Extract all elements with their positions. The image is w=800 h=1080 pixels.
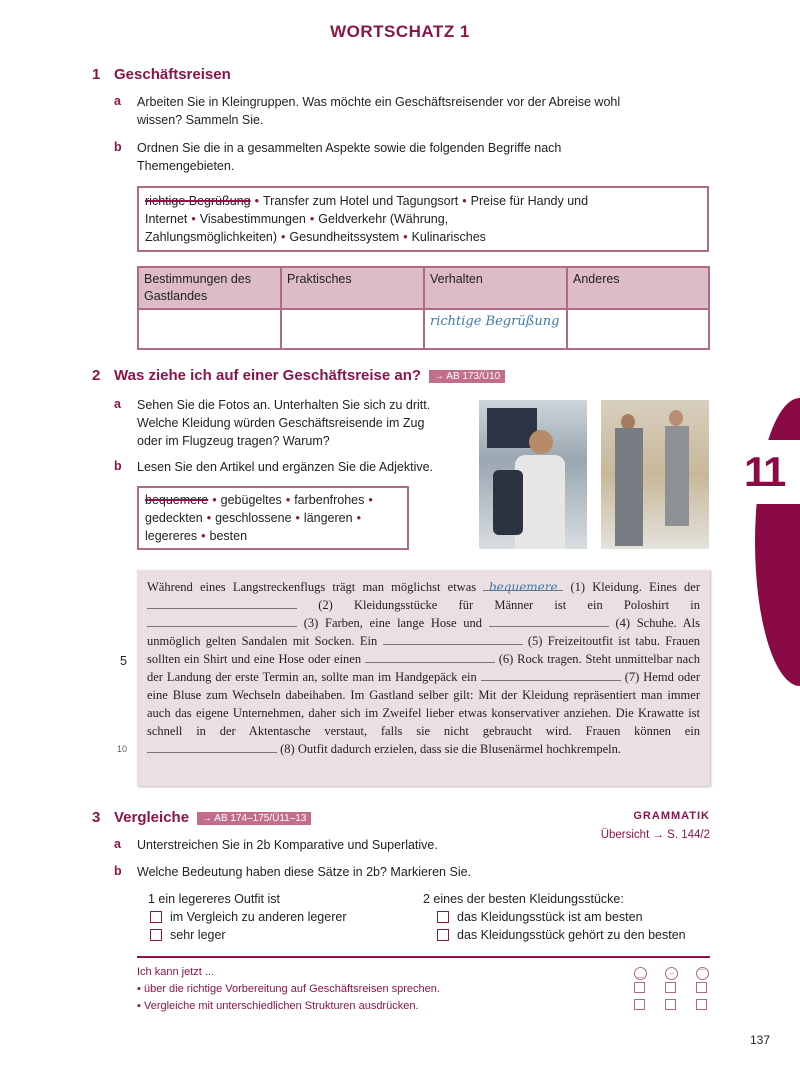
text-part: (7) Hemd oder eine Bluse zum Wechseln dabeihaben. Im Gastland selber gilt: Mit der Kleidung repräsentiert man immer auch das eigene Unternehmen, daher sich im Zweifel lieber etwas konservativer anziehen. Die Krawatte ist schnell in der Aktentasche verstaut, falls sie nicht gebraucht wird. Frauen können ein [147, 670, 701, 738]
checkbox[interactable] [696, 999, 707, 1010]
task-text: Welche Bedeutung haben diese Sätze in 2b? Markieren Sie. [137, 865, 472, 879]
table-cell[interactable] [138, 309, 281, 349]
checkbox[interactable] [150, 929, 162, 941]
happy-face-icon: ‿ [634, 967, 647, 980]
can-do-text: Vergleiche mit unterschiedlichen Strukturen ausdrücken. [143, 1000, 419, 1012]
checkbox[interactable] [150, 911, 162, 923]
word: Transfer zum Hotel und Tagungsort [263, 194, 459, 208]
reading-text [137, 570, 710, 786]
neutral-face-icon: – [665, 967, 678, 980]
task-text: Lesen Sie den Artikel und ergänzen Sie die Adjektive. [137, 460, 434, 474]
task-text: Ordnen Sie die in a gesammelten Aspekte sowie die folgenden Begriffe nach Themengebieten. [137, 141, 562, 173]
table-cell[interactable] [567, 309, 709, 349]
checkbox[interactable] [634, 999, 645, 1010]
section-title [114, 809, 311, 826]
text-part: (1) Kleidung. Eines der [570, 580, 701, 594]
gap-1[interactable]: bequemere [483, 578, 563, 591]
task-letter: b [114, 459, 122, 473]
checkbox[interactable] [696, 982, 707, 993]
word: legereres [145, 529, 198, 543]
option-label: das Kleidungsstück gehört zu den besten [457, 928, 686, 942]
word: Visabestimmungen [199, 212, 306, 226]
photo-business-people [601, 400, 709, 549]
task-text: Arbeiten Sie in Kleingruppen. Was möchte ein Geschäftsreisender vor der Abreise wohl wissen? Sammeln Sie. [137, 95, 621, 127]
option[interactable] [437, 908, 686, 926]
checkbox[interactable] [665, 999, 676, 1010]
question-1 [148, 890, 347, 944]
text-part: (6) Rock tragen. Steht unmittelbar nach der Landung der erste Termin an, sollte man im Handgepäck ein [147, 652, 701, 684]
question-label: 1 ein legereres Outfit ist [148, 892, 281, 906]
word-box: richtige Begrüßung • Transfer zum Hotel und Tagungsort • Preise für Handy und Internet • Visabestimmungen • Geldverkehr (Währung, Zahlungsmöglichkeiten) • Gesundheitssystem • Kulinarisches [137, 186, 709, 252]
question-2 [423, 890, 686, 944]
word: gedeckten [145, 511, 203, 525]
word: gebügeltes [220, 493, 282, 507]
gap-4[interactable] [489, 614, 609, 627]
task-letter: a [114, 397, 121, 411]
text-part: (3) Farben, eine lange Hose und [303, 616, 482, 630]
adjective-box: bequemere • gebügeltes • farbenfrohes • gedeckten • geschlossene • längeren • legereres • besten [137, 486, 409, 550]
gap-5[interactable] [383, 632, 523, 645]
question-label: 2 eines der besten Kleidungsstücke: [423, 892, 624, 906]
section-title [114, 367, 505, 384]
checkbox[interactable] [437, 911, 449, 923]
word: farbenfrohes [294, 493, 365, 507]
section-number: 3 [92, 809, 101, 826]
can-do-item: ▪ Vergleiche mit unterschiedlichen Strukturen ausdrücken. [137, 1000, 419, 1012]
option[interactable] [150, 908, 347, 926]
option-label: sehr leger [170, 928, 226, 942]
word: besten [209, 529, 248, 543]
sad-face-icon: ⌒ [696, 967, 709, 980]
table-header: Anderes [567, 267, 709, 309]
checkbox[interactable] [437, 929, 449, 941]
task-letter: a [114, 837, 121, 851]
section-number: 2 [92, 367, 101, 384]
word: Gesundheitssystem [289, 230, 400, 244]
grammar-label: GRAMMATIK [633, 810, 710, 822]
gap-8[interactable] [147, 740, 277, 753]
text-part: (2) Kleidungsstücke für Männer ist ein Poloshirt in [318, 598, 701, 612]
sort-table [137, 266, 710, 350]
workbook-ref[interactable]: → AB 174–175/Ü11–13 [197, 812, 311, 825]
divider [137, 956, 710, 958]
text-part: (8) Outfit dadurch erzielen, dass sie die Blusenärmel hochkrempeln. [280, 742, 621, 756]
option[interactable] [150, 926, 347, 944]
word: Kulinarisches [411, 230, 486, 244]
section-number: 1 [92, 66, 101, 83]
section-title-text: Vergleiche [114, 809, 190, 826]
option[interactable] [437, 926, 686, 944]
task-text: Sehen Sie die Fotos an. Unterhalten Sie sich zu dritt. Welche Kleidung würden Geschäftsreisende im Zug oder im Flugzeug tragen? Warum? [137, 398, 431, 448]
table-header: Praktisches [281, 267, 424, 309]
table-cell[interactable] [281, 309, 424, 349]
gap-2[interactable] [147, 596, 297, 609]
text-part: (5) Freizeitoutfit ist tabu. Frauen sollten ein Shirt und eine Hose oder einen [147, 634, 700, 666]
task-letter: b [114, 140, 122, 154]
option-label: im Vergleich zu anderen legerer [170, 910, 347, 924]
chapter-number: 11 [744, 448, 785, 495]
gap-7[interactable] [481, 668, 621, 681]
checkbox[interactable] [634, 982, 645, 993]
can-do-title: Ich kann jetzt ... [137, 966, 215, 978]
word: richtige Begrüßung [145, 194, 251, 208]
table-header: Verhalten [424, 267, 567, 309]
section-title-text: Was ziehe ich auf einer Geschäftsreise an? [114, 367, 422, 384]
grammar-overview-link[interactable]: Übersicht → S. 144/2 [600, 829, 710, 841]
can-do-text: über die richtige Vorbereitung auf Geschäftsreisen sprechen. [143, 983, 440, 995]
task-letter: b [114, 864, 122, 878]
task-text: Unterstreichen Sie in 2b Komparative und Superlative. [137, 838, 438, 852]
line-number: 5 [120, 654, 127, 668]
word: Geldverkehr (Währung, Zahlungsmöglichkeiten) [145, 212, 449, 244]
table-cell[interactable]: richtige Begrüßung [424, 309, 567, 349]
gap-3[interactable] [147, 614, 297, 627]
self-assessment [634, 964, 714, 1015]
section-title: Geschäftsreisen [114, 66, 231, 83]
table-header: Bestimmungen des Gastlandes [138, 267, 281, 309]
option-label: das Kleidungsstück ist am besten [457, 910, 643, 924]
page-title: WORTSCHATZ 1 [330, 22, 470, 41]
task-letter: a [114, 94, 121, 108]
text-part: (4) Schuhe. Als unmöglich gelten Sandalen mit Socken. Ein [147, 616, 701, 648]
word: Preise für Handy und Internet [145, 194, 589, 226]
text-part: Während eines Langstreckenflugs trägt man möglichst etwas [147, 580, 477, 594]
page-number: 137 [750, 1033, 771, 1047]
workbook-ref[interactable]: → AB 173/Ü10 [429, 370, 505, 383]
gap-6[interactable] [365, 650, 495, 663]
word: bequemere [145, 493, 209, 507]
checkbox[interactable] [665, 982, 676, 993]
word: geschlossene [215, 511, 292, 525]
can-do-list [137, 964, 440, 1015]
word: längeren [303, 511, 353, 525]
line-number: 10 [117, 744, 128, 754]
can-do-item: ▪ über die richtige Vorbereitung auf Geschäftsreisen sprechen. [137, 983, 440, 995]
photo-traveler-airport [479, 400, 587, 549]
